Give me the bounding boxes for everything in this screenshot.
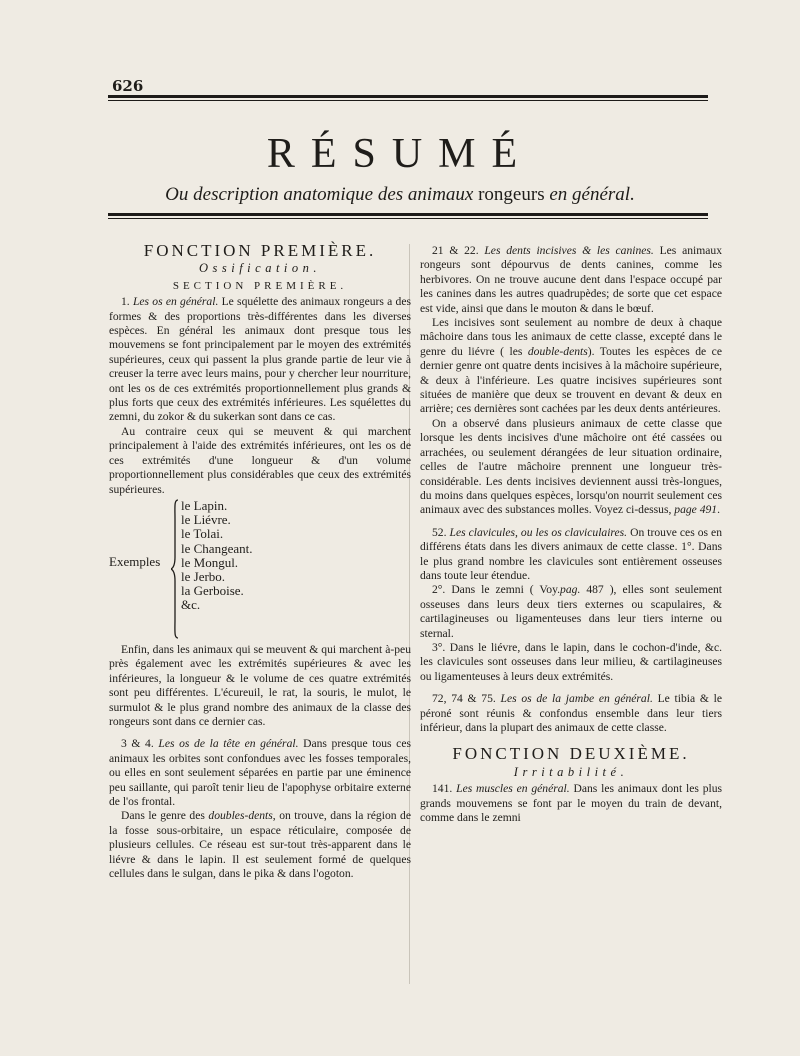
paragraph-ref: 72, 74 & 75. bbox=[432, 692, 496, 706]
paragraph-title: Les clavicules, ou les os claviculaires. bbox=[449, 525, 628, 539]
examples-label: Exemples bbox=[109, 553, 161, 569]
paragraph-bones-general bbox=[109, 295, 411, 425]
section-heading: SECTION PREMIÈRE. bbox=[172, 279, 348, 292]
paragraph-text: Les animaux rongeurs sont dépourvus de dents canines, comme les herbivores. On ne trouve aucune dent dans l'espace occupé par les canines dans les autres quadrupèdes; de sorte que cet espace est vide, ainsi que dans le mouton & dans le bœuf. bbox=[420, 244, 722, 315]
left-column bbox=[109, 240, 411, 881]
example-item: la Gerboise. bbox=[181, 583, 244, 599]
page-subtitle bbox=[0, 184, 800, 206]
paragraph-zemni bbox=[420, 583, 722, 641]
paragraph-text: ). Toutes les espèces de ce dernier genre ont quatre dents incisives à la mâchoire supérieure, & deux à l'inférieure. Les quatre incisives supérieures sont situées de manière que deux se trouvent en devant & deux en arrière; ces dernières sont cachées par les deux dents antérieures. bbox=[420, 344, 722, 416]
page-number: 626 bbox=[112, 77, 144, 95]
paragraph-text: 487 ), elles sont seulement osseuses dans leurs deux tiers externes ou scapulaires, & cartilagineuses ou ligamenteuses dans leur tiers interne ou sternal. bbox=[420, 583, 722, 640]
paragraph-text: On trouve ces os en différens états dans les divers animaux de cette classe. 1°. Dans le plus grand nombre les clavicules sont entièrement osseuses dans toute leur étendue. bbox=[420, 525, 722, 582]
paragraph-title: Les dents incisives & les canines. bbox=[484, 244, 654, 257]
example-item: &c. bbox=[181, 597, 201, 613]
subtitle-rule-thin bbox=[108, 218, 708, 219]
top-rule-thick bbox=[108, 95, 708, 98]
paragraph-equal-limbs: Enfin, dans les animaux qui se meuvent & qui marchent à-peu près également avec les extrémités supérieures & avec les inférieures, la longueur & le volume de ces quatre extrémités sont peu différentes. L'écureuil, le rat, la souris, le mulot, le surmulot & le plus grand nombre des animaux de la classe des rongeurs sont dans ce dernier cas. bbox=[109, 642, 411, 728]
ossification-subheading: Ossification. bbox=[198, 261, 322, 276]
paragraph-hind-limbs: Au contraire ceux qui se meuvent & qui marchent principalement à l'aide des extrémités inférieures, ont les os de ces extrémités d'une longueur & d'un volume proportionnellement plus considérables que ceux des extrémités supérieures. bbox=[109, 424, 411, 496]
paragraph-ref: 3 & 4. bbox=[121, 737, 154, 751]
paragraph-ref: 1. bbox=[121, 295, 130, 309]
paragraph-title: Les os de la jambe en général. bbox=[500, 692, 653, 706]
brace-icon bbox=[171, 499, 179, 639]
page-reference: page 491 bbox=[674, 503, 718, 517]
paragraph-ref: 21 & 22. bbox=[432, 244, 479, 257]
paragraph-title: Les os de la tête en général. bbox=[158, 737, 299, 751]
function-two-heading: FONCTION DEUXIÈME. bbox=[452, 744, 690, 764]
paragraph-text: Dans presque tous ces animaux les orbites sont confondues avec les fosses temporales, ou elles en sont seulement séparées en partie par une éminence peu saillante, qui paroît tenir lieu de l'apophyse orbitaire externe de l'os frontal. bbox=[109, 737, 411, 808]
paragraph-text: On a observé dans plusieurs animaux de cette classe que lorsque les dents incisives d'une mâchoire ont été cassées ou arrachées, ou seulement dérangées de leur situation ordinaire, celles de l'autre mâchoire prennent une longueur très-considérable. Les dents incisives deviennent aussi très-longues, du moins dans quelques espèces, lorsqu'on nourrit seulement ces animaux avec des substances molles. Voyez ci-dessus, bbox=[420, 416, 722, 517]
paragraph-text: Les incisives sont seulement au nombre de deux à chaque mâchoire dans tous les animaux de cette classe, excepté dans le genre du liévre ( les bbox=[420, 316, 722, 358]
paragraph-title: Les muscles en général. bbox=[456, 782, 570, 796]
page-title: RÉSUMÉ bbox=[266, 131, 534, 177]
paragraph-title: Les os en général. bbox=[132, 295, 219, 309]
paragraph-double-dents bbox=[109, 809, 411, 881]
paragraph-hare-clavicles: 3°. Dans le liévre, dans le lapin, dans le cochon-d'inde, &c. les clavicules sont osseuses dans leur milieu, & cartilagineuses ou ligamenteuses à leurs deux extrémités. bbox=[420, 640, 722, 683]
paragraph-text: Dans les animaux dont les plus grands mouvemens se font par le moyen du train de devant, comme dans le zemni bbox=[420, 782, 723, 825]
example-item: le Mongul. bbox=[181, 554, 239, 570]
example-item: le Lapin. bbox=[181, 497, 228, 513]
paragraph-head-bones bbox=[109, 737, 411, 809]
paragraph-ref: 141. bbox=[432, 782, 453, 796]
paragraph-text: Le tibia & le péroné sont réunis & confondus ensemble dans leur tiers inférieur, dans la plupart des animaux de cette classe. bbox=[420, 692, 722, 734]
paragraph-muscles bbox=[420, 782, 722, 825]
example-item: le Jerbo. bbox=[181, 568, 226, 584]
paragraph-text: Le squélette des animaux rongeurs a des formes & des proportions très-différentes dans les diverses espèces. En général les animaux dont presque tous les mouvemens se font principalement par le moyen des extrémités supérieures, ceux qui passent la plus grande partie de leur vie à creuser la terre avec leurs mains, pour y chercher leur nourriture, ont les os de ces extrémités proportionnellement plus grands & plus forts que ceux des extrémités inférieures. Les squélettes du zemni, du zokor & du sukerkan sont dans ce cas. bbox=[109, 295, 411, 424]
subtitle-part2: rongeurs bbox=[478, 184, 545, 205]
subtitle-part1: Ou description anatomique des animaux bbox=[165, 184, 474, 205]
examples-block bbox=[109, 499, 411, 641]
paragraph-teeth bbox=[420, 244, 722, 316]
subtitle-rule-thick bbox=[108, 213, 708, 216]
paragraph-incisors bbox=[420, 316, 722, 417]
paragraph-text: , on trouve, dans la région de la fosse sous-orbitaire, un espace réticulaire, composée de plusieurs cellules. Ce réseau est sur-tout très-apparent dans le liévre & dans le lapin. Il est seulement formé de quelques cellules dans le sulgan, dans le pika & dans l'ogoton. bbox=[109, 809, 411, 880]
paragraph-ref: 52. bbox=[432, 525, 447, 539]
paragraph-leg-bones bbox=[420, 692, 722, 735]
paragraph-clavicles bbox=[420, 526, 722, 584]
subtitle-part3: en général. bbox=[549, 184, 635, 205]
example-item: le Tolai. bbox=[181, 526, 224, 542]
example-item: le Changeant. bbox=[181, 540, 253, 556]
paragraph-broken-teeth: On a observé dans plusieurs animaux de cette classe que lorsque les dents incisives d'une mâchoire ont été cassées ou arrachées, ou seulement dérangées de leur situation ordinaire, celles de l'autre mâchoire prennent une longueur très-considérable. Les dents incisives deviennent aussi très-longues, du moins dans quelques espèces, lorsqu'on nourrit seulement ces animaux avec des substances molles. Voyez ci-dessus, page 491. bbox=[420, 416, 722, 517]
examples-list bbox=[181, 499, 252, 613]
paragraph-text: Dans le genre des bbox=[121, 809, 205, 823]
right-column bbox=[420, 244, 722, 825]
paragraph-italic: double-dents bbox=[527, 344, 588, 358]
paragraph-italic: doubles-dents bbox=[208, 809, 273, 823]
example-item: le Liévre. bbox=[181, 512, 231, 528]
page-reference: pag. bbox=[560, 583, 581, 597]
paragraph-text: 2°. Dans le zemni ( Voy. bbox=[432, 583, 561, 597]
irritability-subheading: Irritabilité. bbox=[513, 764, 629, 779]
function-heading: FONCTION PREMIÈRE. bbox=[143, 241, 377, 260]
top-rule-thin bbox=[108, 100, 708, 101]
